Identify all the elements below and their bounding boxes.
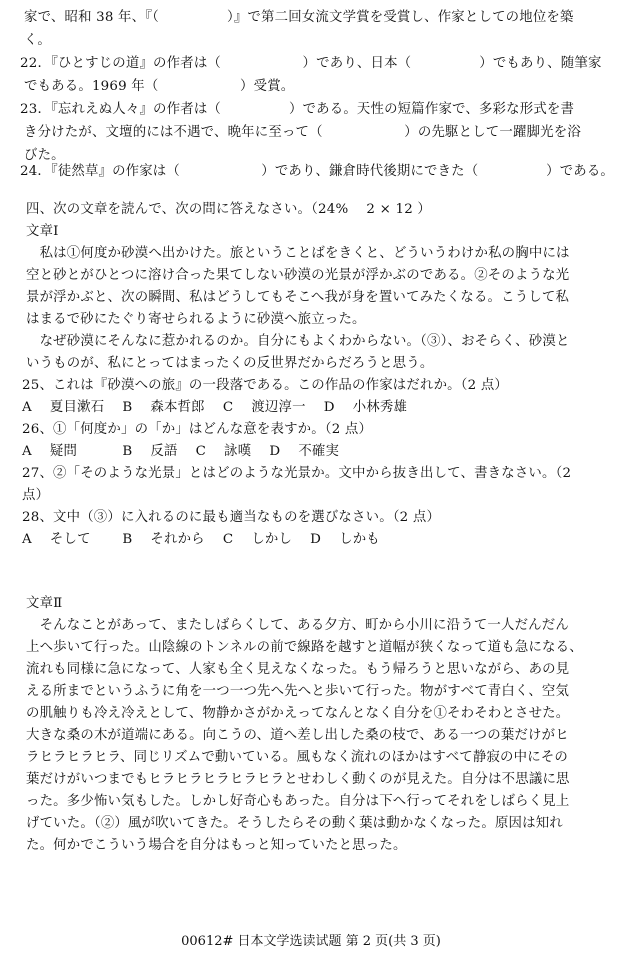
page-footer: 00612# 日本文学选读试题 第 2 页(共 3 页) bbox=[181, 934, 441, 949]
passage-line: 流れも同様に急になって、人家も全く見えなくなった。もう帰ろうと思いながら、あの見 bbox=[26, 662, 570, 677]
passage-line: の肌触りも冷え冷えとして、物静かさがかえってなんとなく自分を①そわそわとさせた。 bbox=[26, 706, 570, 721]
question-22: 22．『ひとすじの道』の作者は（ ）であり、日本（ ）でもあり、随筆家 bbox=[20, 56, 602, 71]
text-line: 家で、昭和 38 年、『（ ）』で第二回女流文学賞を受賞し、作家としての地位を築 bbox=[24, 10, 574, 25]
question-26-options: A 疑問 B 反語 C 詠嘆 D 不確実 bbox=[22, 444, 340, 459]
passage-line: いうものが、私にとってはまったくの反世界だからだろうと思う。 bbox=[26, 356, 434, 371]
passage-line: える所までというふうに角を一つ一つ先へ先へと歩いて行った。物がすべて青白く、空気 bbox=[26, 684, 570, 699]
question-28: 28、文中（③）に入れるのに最も適当なものを選びなさい。（2 点） bbox=[22, 510, 441, 525]
question-27-continued: 点） bbox=[22, 488, 50, 503]
passage-2-title: 文章Ⅱ bbox=[26, 596, 63, 611]
passage-line: 私は①何度か砂漠へ出かけた。旅ということばをきくと、どういうわけか私の胸中には bbox=[26, 246, 570, 261]
passage-line: げていた。（②）風が吹いてきた。そうしたらその動く葉は動かなくなった。原因は知れ bbox=[26, 816, 563, 831]
passage-line: 空と砂とがひとつに溶け合った果てしない砂漠の光景が浮かぶのである。②そのような光 bbox=[26, 268, 570, 283]
passage-line: ラヒラヒラヒラ、同じリズムで動いている。風もなく流れのほかはすべて静寂の中にその bbox=[26, 750, 569, 765]
passage-line: はまるで砂にたぐり寄せられるように砂漠へ旅立った。 bbox=[26, 312, 366, 327]
section-heading: 四、次の文章を読んで、次の問に答えなさい。（24% 2 × 12 ） bbox=[26, 202, 431, 217]
passage-line: なぜ砂漠にそんなに惹かれるのか。自分にもよくわからない。（③）、おそらく、砂漠と bbox=[26, 334, 570, 349]
passage-line: 葉だけがいつまでもヒラヒラヒラヒラヒラとせわしく動くのが見えた。自分は不思議に思 bbox=[26, 772, 570, 787]
question-23: 23．『忘れえぬ人々』の作者は（ ）である。天性の短篇作家で、多彩な形式を書 bbox=[20, 102, 575, 117]
text-line: びた。 bbox=[24, 148, 65, 163]
text-line: く。 bbox=[24, 33, 51, 48]
passage-line: 大きな桑の木が道端にある。向こうの、道へ差し出した桑の枝で、ある一つの葉だけがヒ bbox=[26, 728, 569, 743]
text-line: でもある。1969 年（ ）受賞。 bbox=[24, 79, 295, 94]
question-25-options: A 夏目漱石 B 森本哲郎 C 渡辺淳一 D 小林秀雄 bbox=[22, 400, 408, 415]
question-24: 24．『徒然草』の作家は（ ）であり、鎌倉時代後期にできた（ ）である。 bbox=[20, 164, 614, 179]
text-line: き分けたが、文壇的には不遇で、晩年に至って（ ）の先駆として一躍脚光を浴 bbox=[24, 125, 581, 140]
question-28-options: A そして B それから C しかし D しかも bbox=[22, 532, 380, 547]
question-27: 27、②「そのような光景」とはどのような光景か。文中から抜き出して、書きなさい。（2 bbox=[22, 466, 572, 481]
question-25: 25、これは『砂漠への旅』の一段落である。この作品の作家はだれか。（2 点） bbox=[22, 378, 508, 393]
passage-line: た。何かでこういう場合を自分はもっと知っていたと思った。 bbox=[26, 838, 407, 853]
passage-1-title: 文章Ⅰ bbox=[26, 224, 59, 239]
passage-line: 上へ歩いて行った。山陰線のトンネルの前で線路を越すと道幅が狭くなって道も急になる、 bbox=[26, 640, 583, 655]
passage-line: った。多少怖い気もした。しかし好奇心もあった。自分は下へ行ってそれをしばらく見上 bbox=[26, 794, 570, 809]
question-26: 26、①「何度か」の「か」はどんな意を表すか。（2 点） bbox=[22, 422, 373, 437]
passage-line: そんなことがあって、またしばらくして、ある夕方、町から小川に沿うて一人だんだん bbox=[26, 618, 569, 633]
passage-line: 景が浮かぶと、次の瞬間、私はどうしてもそこへ我が身を置いてみたくなる。こうして私 bbox=[26, 290, 570, 305]
